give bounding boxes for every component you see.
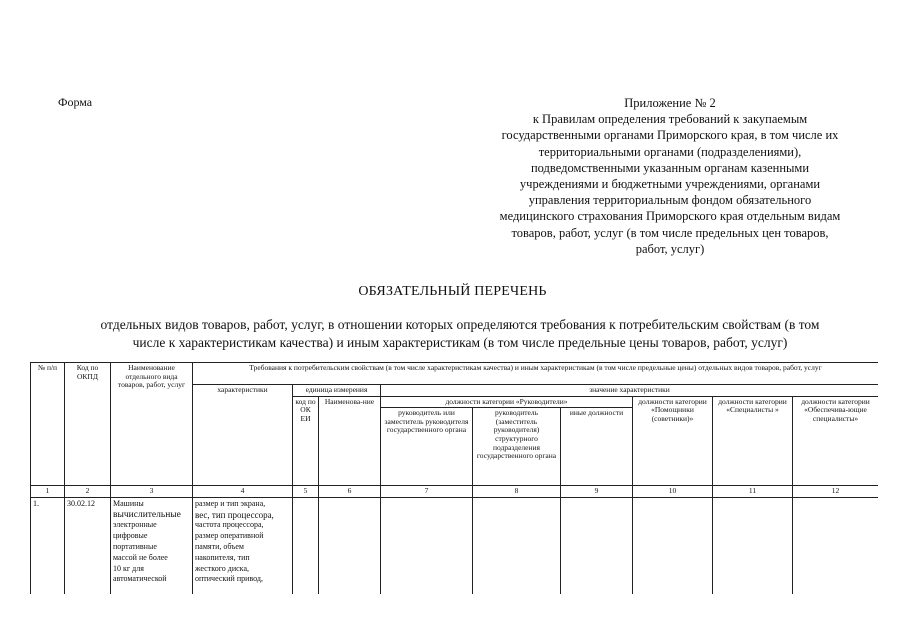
column-number: 2 bbox=[65, 486, 111, 498]
appendix-line: территориальными органами (подразделениями), bbox=[538, 144, 802, 159]
row-empty-cell bbox=[319, 497, 381, 594]
form-label: Форма bbox=[58, 95, 93, 109]
header-col-unit-name: Наименова-ние bbox=[319, 396, 381, 486]
column-number: 4 bbox=[193, 486, 293, 498]
row-char-line: оптический привод, bbox=[195, 574, 263, 584]
header-col-other: иные должности bbox=[561, 408, 633, 486]
document-subheading bbox=[30, 316, 890, 352]
subheading-line: отдельных видов товаров, работ, услуг, в отношении которых определяются требования к потребительским свойствам (в том bbox=[100, 317, 820, 332]
row-empty-cell bbox=[381, 497, 473, 594]
column-number: 3 bbox=[111, 486, 193, 498]
appendix-line: работ, услуг) bbox=[635, 241, 705, 256]
row-name-line: Машины bbox=[113, 498, 144, 508]
header-col-okpd: Код по ОКПД bbox=[65, 363, 111, 486]
appendix-block bbox=[470, 95, 870, 257]
requirements-table bbox=[30, 362, 878, 594]
header-row bbox=[31, 363, 879, 385]
row-okpd: 30.02.12 bbox=[65, 497, 111, 594]
row-empty-cell bbox=[793, 497, 879, 594]
appendix-line: к Правилам определения требований к закупаемым bbox=[532, 112, 808, 127]
header-group-unit: единица измерения bbox=[293, 385, 381, 397]
row-char-line: размер и тип экрана, bbox=[195, 498, 266, 508]
header-col-name: Наименование отдельного вида товаров, работ, услуг bbox=[111, 363, 193, 486]
header-group-requirements: Требования к потребительским свойствам (в том числе характеристикам качества) и иным характеристикам (в том числе предельные цены) отдельных видов товаров, работ, услуг bbox=[193, 363, 879, 385]
appendix-title: Приложение № 2 bbox=[624, 96, 716, 110]
column-number: 5 bbox=[293, 486, 319, 498]
row-name-line: 10 кг для bbox=[113, 563, 144, 573]
row-name-line: цифровые bbox=[113, 531, 148, 541]
header-col-characteristics: характеристики bbox=[193, 385, 293, 486]
row-name-line: портативные bbox=[113, 541, 157, 551]
row-name-line: массой не более bbox=[113, 552, 168, 562]
appendix-line: государственными органами Приморского края, в том числе их bbox=[501, 128, 839, 143]
table-row bbox=[31, 497, 879, 594]
column-number: 8 bbox=[473, 486, 561, 498]
header-col-specialists: должности категории «Специалисты » bbox=[713, 396, 793, 486]
row-char-line: памяти, объем bbox=[195, 541, 244, 551]
row-char-line: вес, тип процессора, bbox=[195, 509, 274, 520]
row-char-line: размер оперативной bbox=[195, 531, 264, 541]
appendix-line: товаров, работ, услуг (в том числе предельных цен товаров, bbox=[511, 225, 829, 240]
row-name-line: автоматической bbox=[113, 574, 167, 584]
row-name bbox=[111, 497, 193, 594]
header-col-num: № п/п bbox=[31, 363, 65, 486]
document-heading: ОБЯЗАТЕЛЬНЫЙ ПЕРЕЧЕНЬ bbox=[358, 284, 547, 299]
row-characteristics bbox=[193, 497, 293, 594]
header-col-leader-head: руководитель или заместитель руководителя государственного органа bbox=[381, 408, 473, 486]
row-empty-cell bbox=[293, 497, 319, 594]
row-empty-cell bbox=[561, 497, 633, 594]
appendix-line: управления территориальным фондом обязательного bbox=[528, 193, 812, 208]
header-col-unit-code: код по ОК ЕИ bbox=[293, 396, 319, 486]
appendix-line: подведомственными указанным органам казенными bbox=[530, 160, 810, 175]
column-number: 10 bbox=[633, 486, 713, 498]
column-number: 9 bbox=[561, 486, 633, 498]
header-group-value: значение характеристики bbox=[381, 385, 879, 397]
header-col-support: должности категории «Обеспечива-ющие специалисты» bbox=[793, 396, 879, 486]
header-group-leaders: должности категории «Руководители» bbox=[381, 396, 633, 408]
requirements-table-container bbox=[30, 362, 878, 594]
row-empty-cell bbox=[713, 497, 793, 594]
subheading-line: числе к характеристикам качества) и иным характеристикам (в том числе предельные цены товаров, работ, услуг) bbox=[132, 335, 788, 350]
column-number: 6 bbox=[319, 486, 381, 498]
header-col-leader-struct: руководитель (заместитель руководителя) структурного подразделения государственного органа bbox=[473, 408, 561, 486]
row-name-line: вычислительные bbox=[113, 509, 181, 520]
column-number: 1 bbox=[31, 486, 65, 498]
column-number: 12 bbox=[793, 486, 879, 498]
row-empty-cell bbox=[473, 497, 561, 594]
column-number: 7 bbox=[381, 486, 473, 498]
row-char-line: частота процессора, bbox=[195, 520, 264, 530]
row-char-line: накопителя, тип bbox=[195, 552, 250, 562]
column-number: 11 bbox=[713, 486, 793, 498]
header-col-assistants: должности категории «Помощники (советники)» bbox=[633, 396, 713, 486]
appendix-line: учреждениями и бюджетными учреждениями, органами bbox=[519, 177, 821, 192]
row-empty-cell bbox=[633, 497, 713, 594]
row-num: 1. bbox=[31, 497, 65, 594]
column-number-row bbox=[31, 486, 879, 498]
row-char-line: жесткого диска, bbox=[195, 563, 249, 573]
appendix-line: медицинского страхования Приморского края отдельным видам bbox=[499, 209, 841, 224]
row-name-line: электронные bbox=[113, 520, 157, 530]
